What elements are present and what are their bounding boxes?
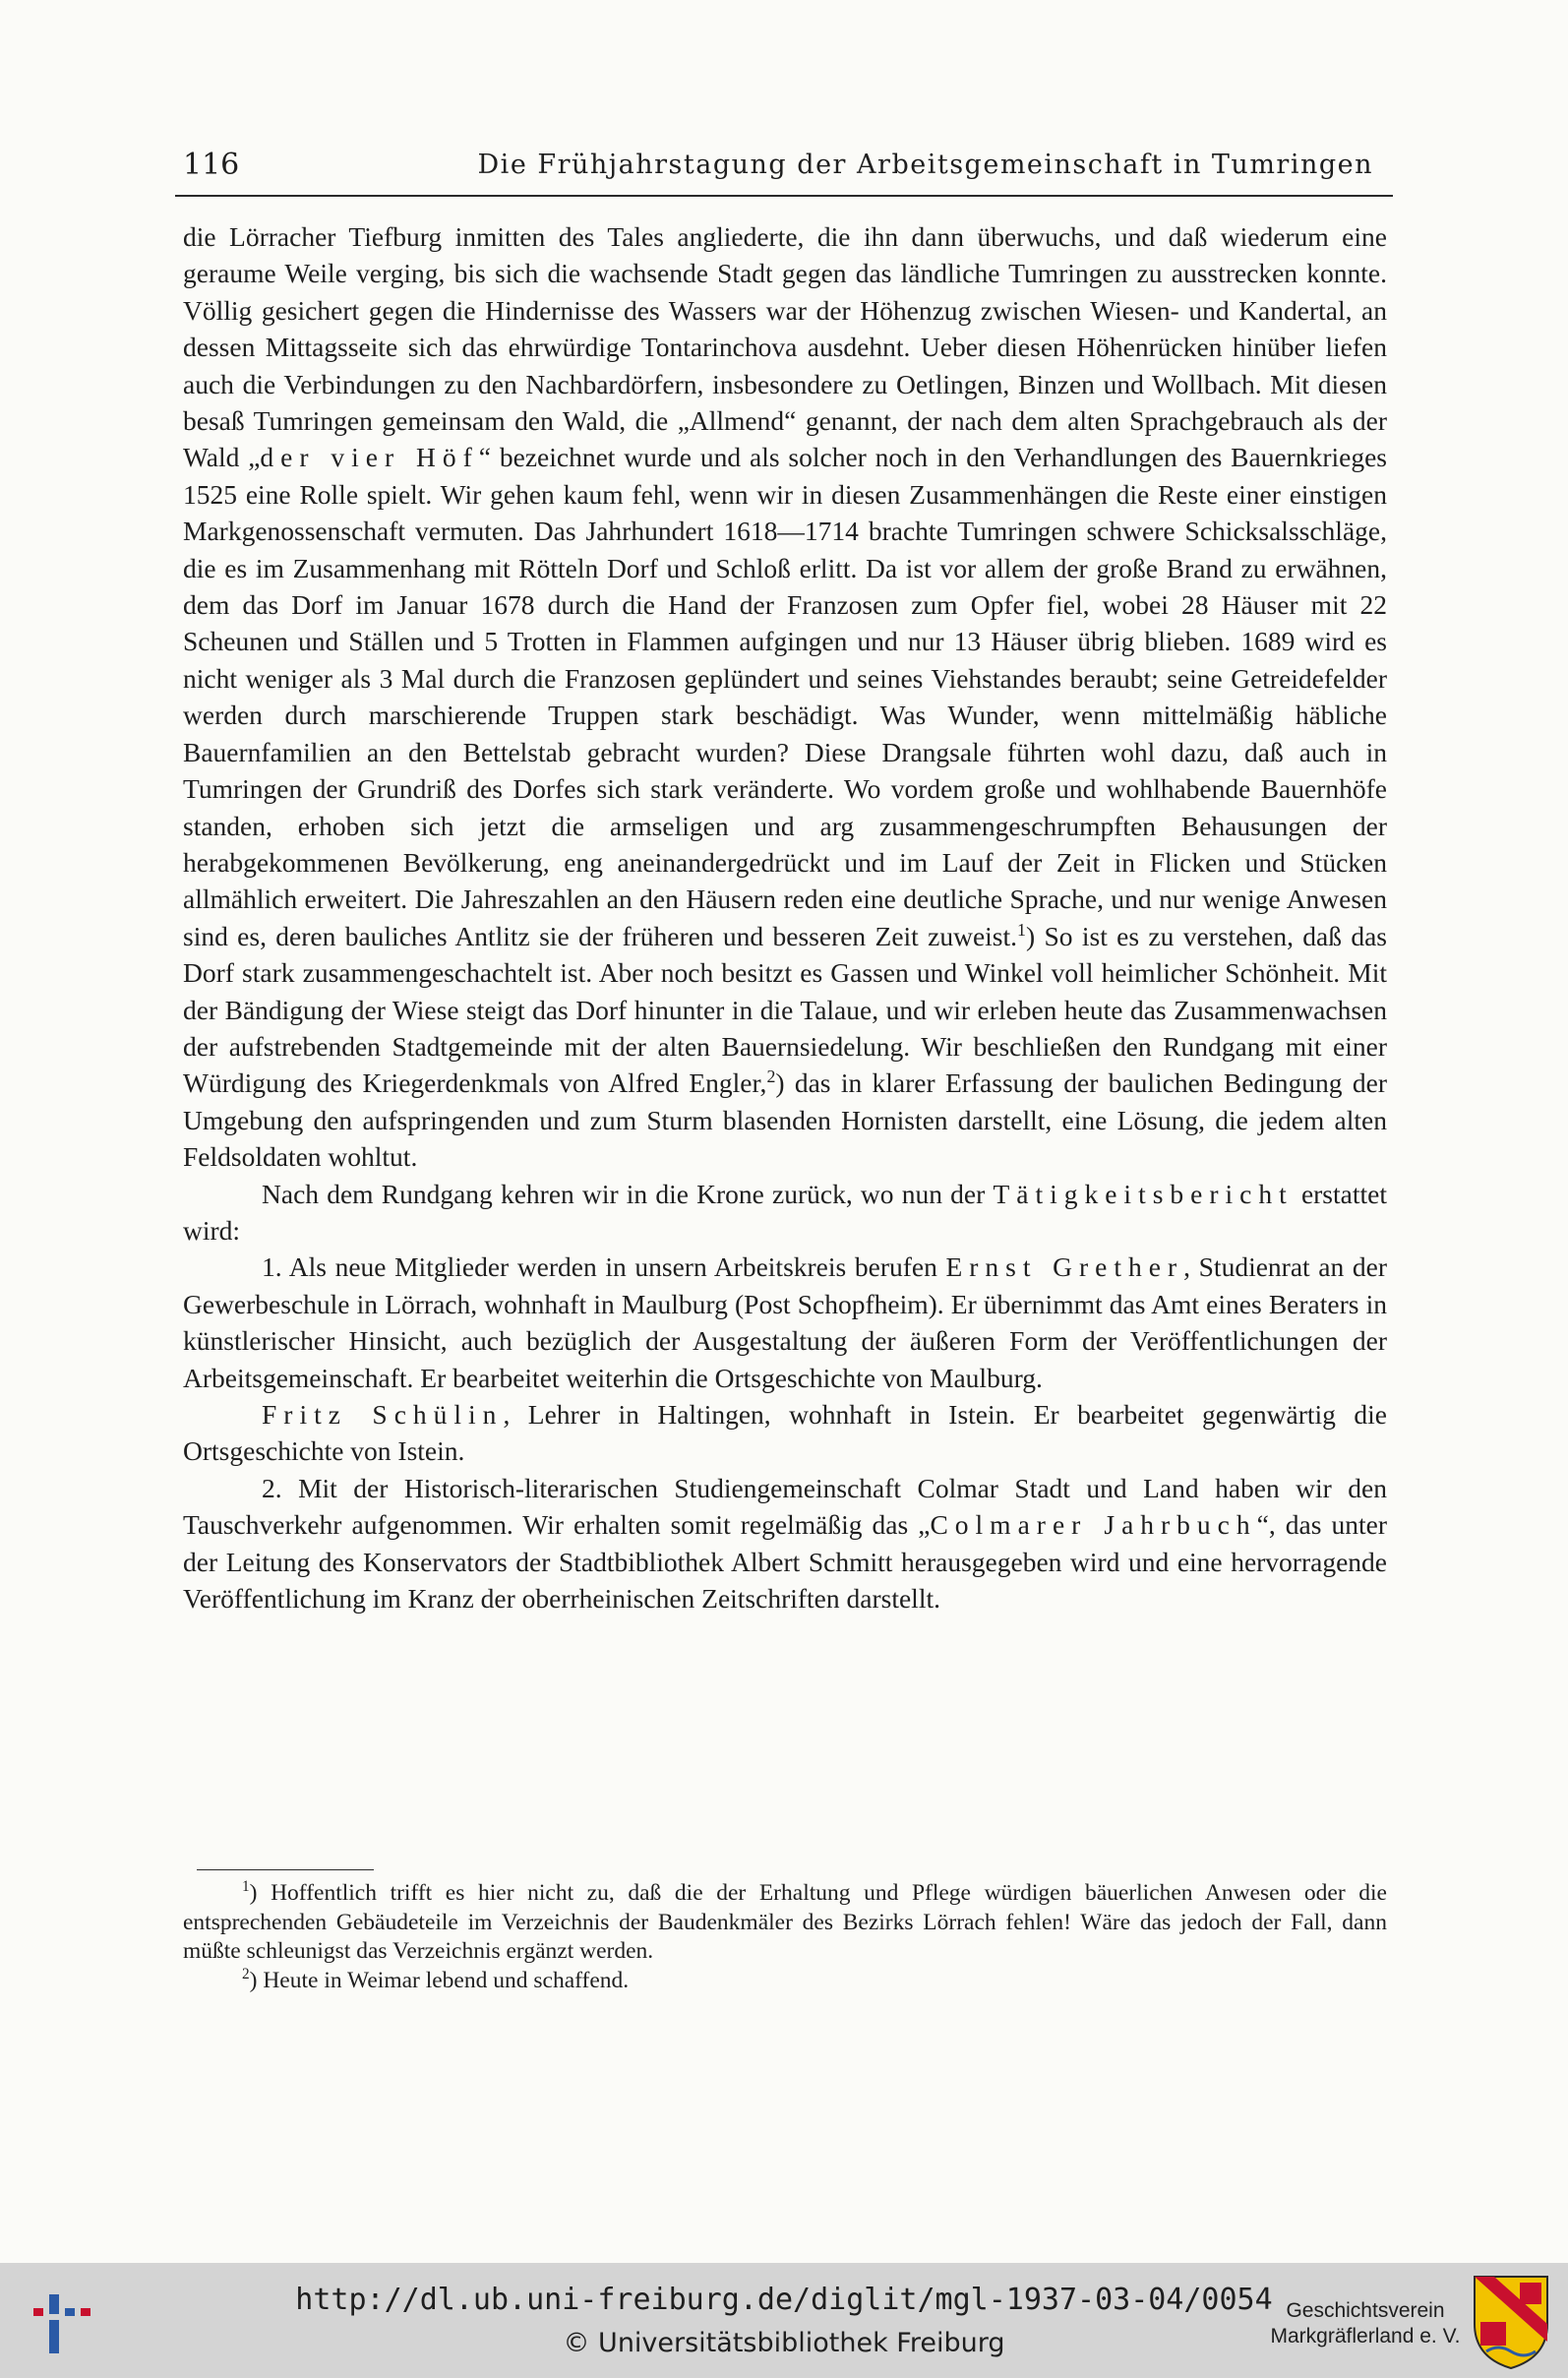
footnote — [183, 1879, 1387, 1967]
footnote-ref[interactable]: 2 — [766, 1067, 776, 1087]
running-head — [175, 148, 1393, 191]
coat-of-arms-icon — [1469, 2273, 1553, 2371]
text-run: Nach dem Rundgang kehren wir in die Krone zurück, wo nun der — [262, 1178, 994, 1209]
paragraph — [183, 1470, 1387, 1617]
page-number: 116 — [183, 148, 240, 182]
footnote-ref[interactable]: 1 — [1017, 919, 1026, 940]
text-run: , Lehrer in Haltingen, wohnhaft in Istein. Er bearbeitet gegenwärtig die Ortsgeschichte von Istein. — [183, 1399, 1387, 1467]
text-run: , Studienrat an der Gewerbeschule in Lörrach, wohnhaft in Maulburg (Post Schopfheim). Er übernimmt das Amt eines Beraters in künstlerischer Hinsicht, auch bezüglich der Ausgestaltung der äußeren Form der Veröffentlichungen der Arbeitsgemeinschaft. Er bearbeitet weiterhin die Ortsgeschichte von Maulburg. — [183, 1251, 1387, 1393]
footnote-mark: 2 — [242, 1965, 250, 1982]
footnote-text: ) Hoffentlich trifft es hier nicht zu, daß die der Erhaltung und Pflege würdigen bäuerlichen Anwesen oder die entsprechenden Gebäudeteile im Verzeichnis der Baudenkmäler des Bezirks Lörrach fehlen! Wäre das jedoch der Fall, dann müßte schleunigst das Verzeichnis ergänzt werden. — [183, 1880, 1387, 1965]
text-run: “ bezeichnet wurde und als solcher noch in den Verhandlungen des Bauernkrieges 1525 eine Rolle spielt. Wir gehen kaum fehl, wenn wir in diesen Zusammenhängen die Reste einer einstigen Markgenossenschaft vermuten. Das Jahrhundert 1618—1714 brachte Tumringen schwere Schicksalsschläge, die es im Zusammenhang mit Rötteln Dorf und Schloß erlitt. Da ist vor allem der große Brand zu erwähnen, dem das Dorf im Januar 1678 durch die Hand der Franzosen zum Opfer fiel, wobei 28 Häuser mit 22 Scheunen und Ställen und 5 Trotten in Flammen aufgingen und nur 13 Häuser übrig blieben. 1689 wird es nicht weniger als 3 Mal durch die Franzosen geplündert und seines Viehstandes beraubt; seine Getreidefelder werden durch marschierende Truppen stark beschädigt. Was Wunder, wenn mittelmäßig häbliche Bauernfamilien an den Bettelstab gebracht wurden? Diese Drangsale führten wohl dazu, daß auch in Tumringen der Grundriß des Dorfes sich stark veränderte. Wo vordem große und wohlhabende Bauernhöfe standen, erhoben sich jetzt die armseligen und arg zusammengeschrumpften Behausungen der herabgekommenen Bevölkerung, eng aneinandergedrückt und im Lauf der Zeit in Flicken und Stücken allmählich erweitert. Die Jahreszahlen an den Häusern reden eine deutliche Sprache, und nur wenige Anwesen sind es, deren bauliches Antlitz sie der früheren und besseren Zeit zuweist. — [183, 442, 1387, 951]
society-line: Markgräflerland e. V. — [1270, 2325, 1461, 2348]
paragraph — [183, 1249, 1387, 1396]
spaced-text: Fritz Schülin — [262, 1399, 504, 1430]
text-run: ) So ist es zu verstehen, daß das Dorf stark zusammengeschachtelt ist. Aber noch besitzt es Gassen und Winkel voll heimlicher Schönheit. Mit der Bändigung der Wiese steigt das Dorf hinunter in die Talaue, und wir erleben heute das Zusammenwachsen der aufstrebenden Stadtgemeinde mit der alten Bauernsiedelung. Wir beschließen den Rundgang mit einer Würdigung des Kriegerdenkmals von Alfred Engler, — [183, 920, 1387, 1099]
footer-bar — [0, 2263, 1568, 2378]
body-text — [183, 218, 1387, 1616]
spaced-text: Colmarer Jahrbuch — [930, 1509, 1257, 1541]
footnote-rule — [197, 1869, 374, 1870]
spaced-text: Ernst Grether — [945, 1251, 1184, 1283]
society-name — [1262, 2298, 1469, 2349]
spaced-text: Tätigkeitsbericht — [993, 1178, 1294, 1209]
footnote-text: ) Heute in Weimar lebend und schaffend. — [249, 1967, 630, 1993]
paragraph — [183, 1176, 1387, 1250]
header-rule — [175, 195, 1393, 197]
running-title: Die Frühjahrstagung der Arbeitsgemeinschaft in Tumringen — [477, 150, 1373, 180]
permalink-url[interactable]: http://dl.ub.uni-freiburg.de/diglit/mgl-1937-03-04/0054 — [295, 2283, 1273, 2317]
paragraph — [183, 1396, 1387, 1470]
spaced-text: der vier Höf — [260, 442, 479, 473]
text-run: ) das in klarer Erfassung der baulichen Bedingung der Umgebung den aufspringenden und zum Sturm blasenden Hornisten darstellt, eine Lösung, die jedem alten Feldsoldaten wohltut. — [183, 1067, 1387, 1173]
copyright-notice: © Universitätsbibliothek Freiburg — [563, 2328, 1005, 2358]
footnote-mark: 1 — [242, 1878, 250, 1896]
paragraph — [183, 218, 1387, 1176]
text-run: erstattet wird: — [183, 1178, 1387, 1246]
text-run: 2. Mit der Historisch-literarischen Studiengemeinschaft Colmar Stadt und Land haben wir den Tauschverkehr aufgenommen. Wir erhalten somit regelmäßig das „ — [183, 1472, 1387, 1541]
society-line: Geschichtsverein — [1286, 2299, 1445, 2322]
text-run: “, das unter der Leitung des Konservators der Stadtbibliothek Albert Schmitt herausgegeben wird und eine hervorragende Veröffentlichung im Kranz der oberrheinischen Zeitschriften darstellt. — [183, 1509, 1387, 1615]
text-run: die Lörracher Tiefburg inmitten des Tales angliederte, die ihn dann überwuchs, und daß wiederum eine geraume Weile verging, bis sich die wachsende Stadt gegen das ländliche Tumringen zu ausstrecken konnte. Völlig gesichert gegen die Hindernisse des Wassers war der Höhenzug zwischen Wiesen- und Kandertal, an dessen Mittagsseite sich das ehrwürdige Tontarinchova ausdehnt. Ueber diesen Höhenrücken hinüber liefen auch die Verbindungen zu den Nachbardörfern, insbesondere zu Oetlingen, Binzen und Wollbach. Mit diesen besaß Tumringen gemeinsam den Wald, die „Allmend“ genannt, der nach dem alten Sprachgebrauch als der Wald „ — [183, 221, 1387, 473]
text-run: 1. Als neue Mitglieder werden in unsern Arbeitskreis berufen — [262, 1251, 946, 1283]
footnotes — [183, 1879, 1387, 1995]
footnote — [183, 1967, 1387, 1996]
